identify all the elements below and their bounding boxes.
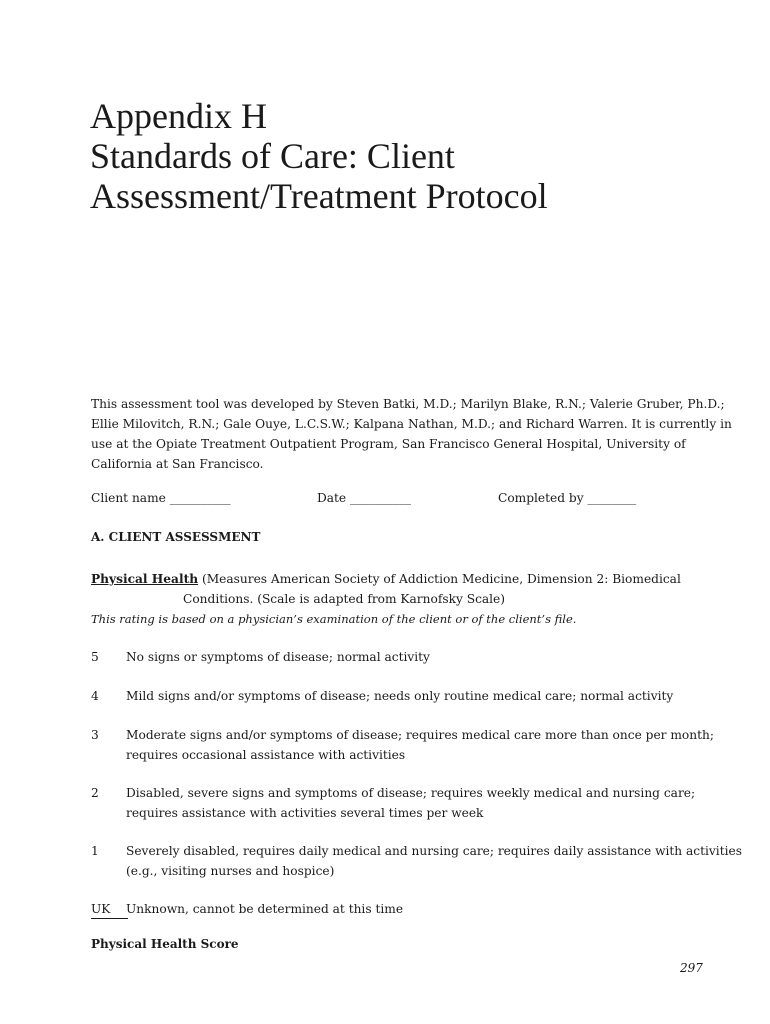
rating-line: Severely disabled, requires daily medical and nursing care; requires daily assistance with activities [126,844,742,858]
date-field[interactable]: Date __________ [317,491,411,505]
rating-description [126,686,686,706]
rating-line: Unknown, cannot be determined at this time [126,902,404,916]
physical-health-description-2: Conditions. (Scale is adapted from Karnofsky Scale) [183,592,506,606]
appendix-title [90,96,730,216]
rating-line: Disabled, severe signs and symptoms of disease; requires weekly medical and nursing care; [126,786,696,800]
physical-health-header [91,569,691,629]
rating-value: 1 [91,844,99,858]
intro-line-4: California at San Francisco. [91,457,264,471]
rating-line: requires assistance with activities several times per week [126,806,484,820]
rating-line: Moderate signs and/or symptoms of disease; requires medical care more than once per month; [126,728,714,742]
rating-line: requires occasional assistance with activities [126,748,406,762]
client-name-field[interactable]: Client name __________ [91,491,231,505]
rating-description [126,899,686,919]
title-line-3: Assessment/Treatment Protocol [90,176,548,216]
page-number: 297 [680,961,703,975]
rating-value: UK [91,902,111,916]
rating-description [126,841,742,881]
rating-line: (e.g., visiting nurses and hospice) [126,864,335,878]
rating-description [126,725,714,765]
physical-health-description-1: (Measures American Society of Addiction Medicine, Dimension 2: Biomedical [198,572,681,586]
score-blank-line[interactable] [91,918,128,919]
title-line-1: Appendix H [90,96,267,136]
rating-description [126,783,696,823]
rating-line: No signs or symptoms of disease; normal activity [126,650,430,664]
rating-value: 5 [91,650,99,664]
intro-line-3: use at the Opiate Treatment Outpatient Program, San Francisco General Hospital, University of [91,437,686,451]
intro-paragraph [91,394,732,474]
intro-line-2: Ellie Milovitch, R.N.; Gale Ouye, L.C.S.W.; Kalpana Nathan, M.D.; and Richard Warren. It is currently in [91,417,732,431]
section-heading: A. CLIENT ASSESSMENT [91,530,261,544]
rating-description [126,647,686,667]
physical-health-label: Physical Health [91,572,199,586]
intro-line-1: This assessment tool was developed by Steven Batki, M.D.; Marilyn Blake, R.N.; Valerie Gruber, Ph.D.; [91,397,725,411]
rating-line: Mild signs and/or symptoms of disease; needs only routine medical care; normal activity [126,689,674,703]
rating-value: 4 [91,689,99,703]
completed-by-field[interactable]: Completed by ________ [498,491,637,505]
physical-health-line-1 [91,569,691,589]
physical-health-score-label: Physical Health Score [91,937,239,951]
header-fields [91,491,691,511]
title-line-2: Standards of Care: Client [90,136,455,176]
rating-value: 3 [91,728,99,742]
physical-health-note: This rating is based on a physician’s examination of the client or of the client’s file. [91,612,577,626]
rating-value: 2 [91,786,99,800]
